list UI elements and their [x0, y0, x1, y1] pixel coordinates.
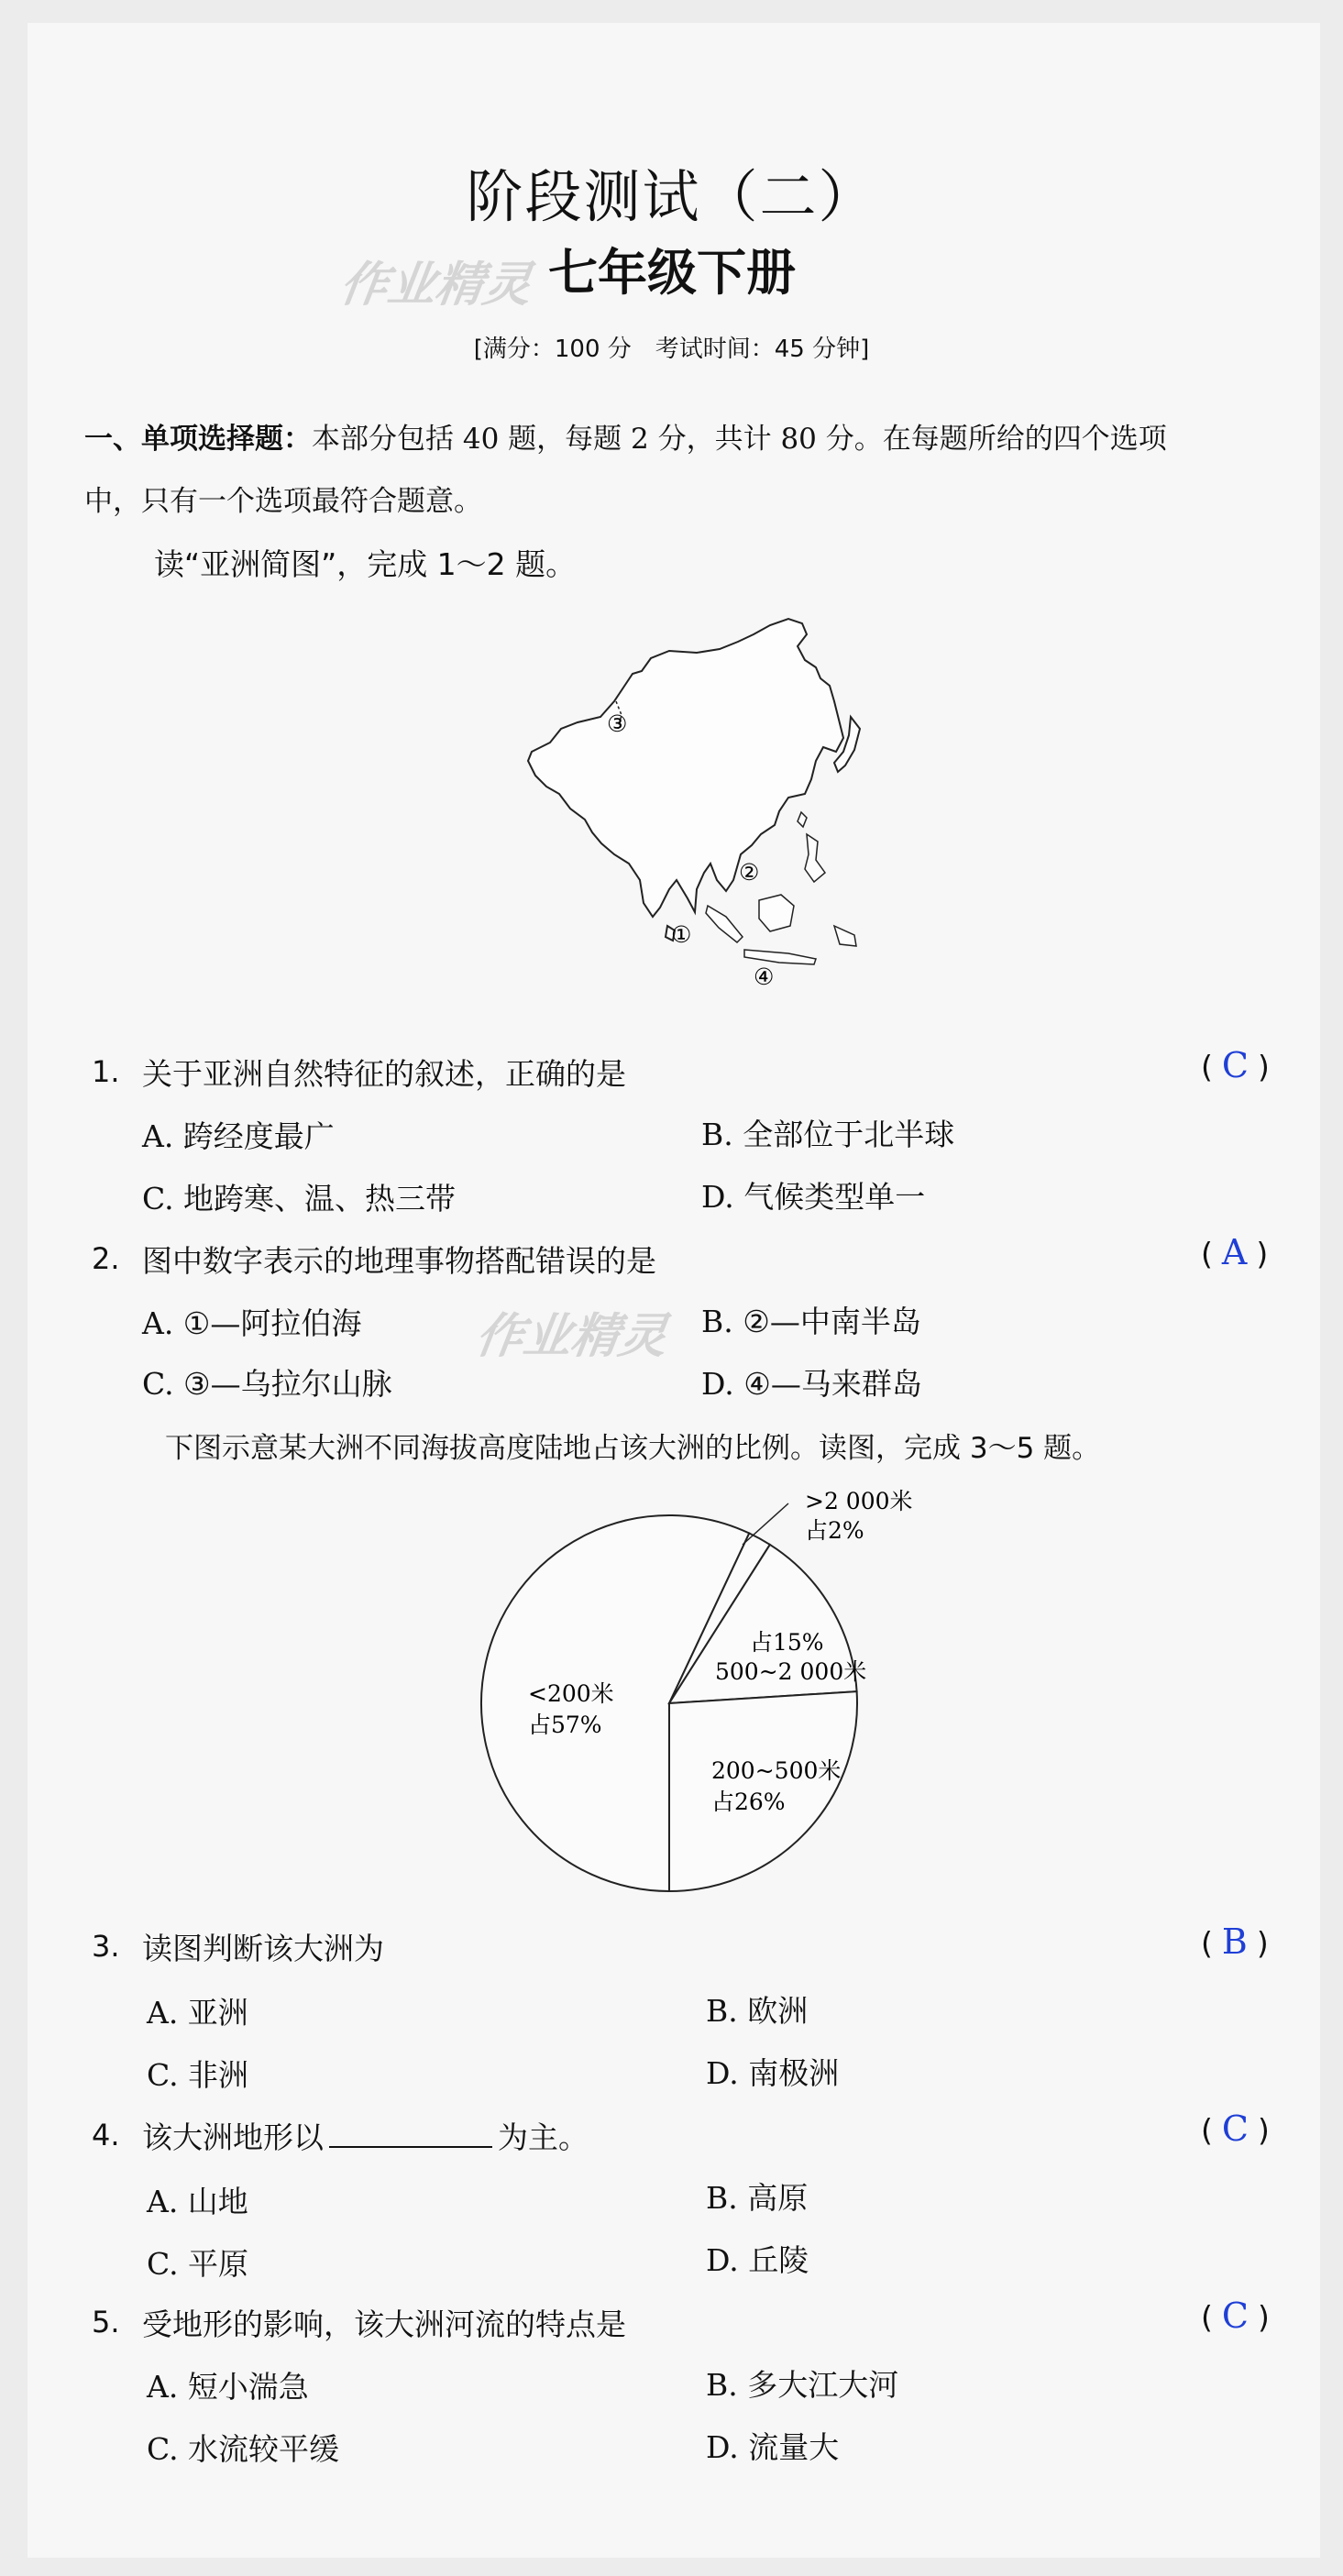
sumatra	[706, 906, 743, 942]
q3-option-b: B. 欧洲	[706, 1993, 809, 2029]
answer-letter: C	[1221, 2295, 1249, 2336]
share-gt2000: 占2%	[805, 1517, 864, 1544]
q1-option-b: B. 全部位于北半球	[701, 1117, 955, 1152]
q2-option-c: C. ③—乌拉尔山脉	[142, 1366, 392, 1402]
philippines	[805, 834, 825, 882]
q4-text-after: 为主。	[498, 2119, 589, 2155]
question-2-number: 2.	[92, 1241, 120, 1276]
paren-open: (	[1201, 1925, 1213, 1961]
section-heading: 一、单项选择题：	[84, 423, 312, 456]
question-1-number: 1.	[92, 1054, 120, 1089]
question-3-text: 读图判断该大洲为	[142, 1931, 384, 1966]
watermark: 作业精灵	[336, 258, 535, 313]
share-500-2000: 占15%	[750, 1629, 824, 1656]
paren-close: )	[1257, 2299, 1270, 2335]
q4-option-c: C. 平原	[147, 2246, 249, 2282]
page-subtitle: 七年级下册	[548, 244, 796, 302]
map-marker-1: ①	[671, 921, 692, 948]
question-3-number: 3.	[92, 1929, 120, 1964]
map-marker-3: ③	[607, 710, 628, 737]
asia-outline	[528, 619, 843, 917]
section-desc-line2: 中，只有一个选项最符合题意。	[84, 485, 482, 518]
paren-close: )	[1257, 1049, 1270, 1084]
new-guinea-edge	[834, 926, 856, 946]
taiwan-island	[798, 812, 807, 827]
question-2-text: 图中数字表示的地理事物搭配错误的是	[142, 1243, 656, 1279]
answer-letter: A	[1221, 1232, 1248, 1272]
q1-option-c: C. 地跨寒、温、热三带	[142, 1181, 457, 1216]
page-title: 阶段测试（二）	[466, 163, 877, 230]
paren-open: (	[1201, 2112, 1213, 2148]
asia-map	[513, 614, 898, 999]
label-lt200: <200米	[528, 1680, 614, 1707]
pie-chart	[458, 1476, 935, 1907]
question-1-text: 关于亚洲自然特征的叙述，正确的是	[142, 1056, 626, 1092]
question-2-answer	[1201, 1232, 1268, 1272]
pie-leader-line	[743, 1503, 788, 1545]
map-marker-2: ②	[739, 859, 760, 886]
java	[744, 950, 816, 964]
watermark-2: 作业精灵	[472, 1309, 671, 1364]
q5-option-c: C. 水流较平缓	[147, 2431, 340, 2467]
label-200-500: 200~500米	[711, 1757, 842, 1784]
answer-letter: B	[1221, 1921, 1248, 1962]
q4-option-d: D. 丘陵	[706, 2242, 809, 2278]
section-desc-line1: 本部分包括 40 题，每题 2 分，共计 80 分。在每题所给的四个选项	[312, 423, 1167, 456]
question-4-answer	[1201, 2108, 1270, 2149]
share-200-500: 占26%	[711, 1789, 786, 1815]
exam-info: [满分：100 分 考试时间：45 分钟]	[473, 336, 870, 363]
q4-blank	[329, 2119, 492, 2148]
q2-option-a: A. ①—阿拉伯海	[142, 1305, 362, 1341]
question-5-text: 受地形的影响，该大洲河流的特点是	[142, 2306, 626, 2342]
q3-option-d: D. 南极洲	[706, 2055, 840, 2091]
question-3-answer	[1201, 1921, 1269, 1962]
intro-map: 读“亚洲简图”，完成 1～2 题。	[154, 546, 577, 582]
q3-option-a: A. 亚洲	[147, 1995, 248, 2031]
q2-option-b: B. ②—中南半岛	[701, 1304, 921, 1339]
intro-pie-task: 读图，完成 3～5 题。	[819, 1432, 1101, 1465]
q5-option-a: A. 短小湍急	[147, 2369, 309, 2405]
paren-close: )	[1256, 1236, 1269, 1271]
label-gt2000: >2 000米	[805, 1488, 913, 1514]
q5-option-b: B. 多大江大河	[706, 2367, 899, 2403]
q1-option-d: D. 气候类型单一	[701, 1179, 926, 1215]
q4-text-before: 该大洲地形以	[142, 2119, 324, 2155]
section-instructions	[84, 408, 1276, 533]
question-1-answer	[1201, 1045, 1270, 1085]
question-4-text	[142, 2114, 589, 2157]
question-5-number: 5.	[92, 2305, 120, 2339]
q4-option-a: A. 山地	[147, 2184, 248, 2219]
q2-option-d: D. ④—马来群岛	[701, 1366, 922, 1402]
answer-letter: C	[1221, 2108, 1249, 2149]
paren-open: (	[1201, 1236, 1213, 1271]
map-marker-4: ④	[754, 963, 775, 990]
q1-option-a: A. 跨经度最广	[142, 1118, 335, 1154]
question-4-number: 4.	[92, 2118, 120, 2152]
paren-close: )	[1257, 2112, 1270, 2148]
label-500-2000: 500~2 000米	[715, 1658, 867, 1685]
share-lt200: 占57%	[528, 1712, 602, 1738]
q5-option-d: D. 流量大	[706, 2429, 840, 2465]
intro-pie-desc: 下图示意某大洲不同海拔高度陆地占该大洲的比例。	[165, 1432, 819, 1465]
q4-option-b: B. 高原	[706, 2180, 809, 2216]
question-5-answer	[1201, 2295, 1270, 2336]
paren-close: )	[1256, 1925, 1269, 1961]
paren-open: (	[1201, 1049, 1213, 1084]
paren-open: (	[1201, 2299, 1213, 2335]
intro-pie	[165, 1425, 1100, 1466]
answer-letter: C	[1221, 1045, 1249, 1085]
q3-option-c: C. 非洲	[147, 2057, 249, 2093]
borneo	[759, 895, 794, 931]
